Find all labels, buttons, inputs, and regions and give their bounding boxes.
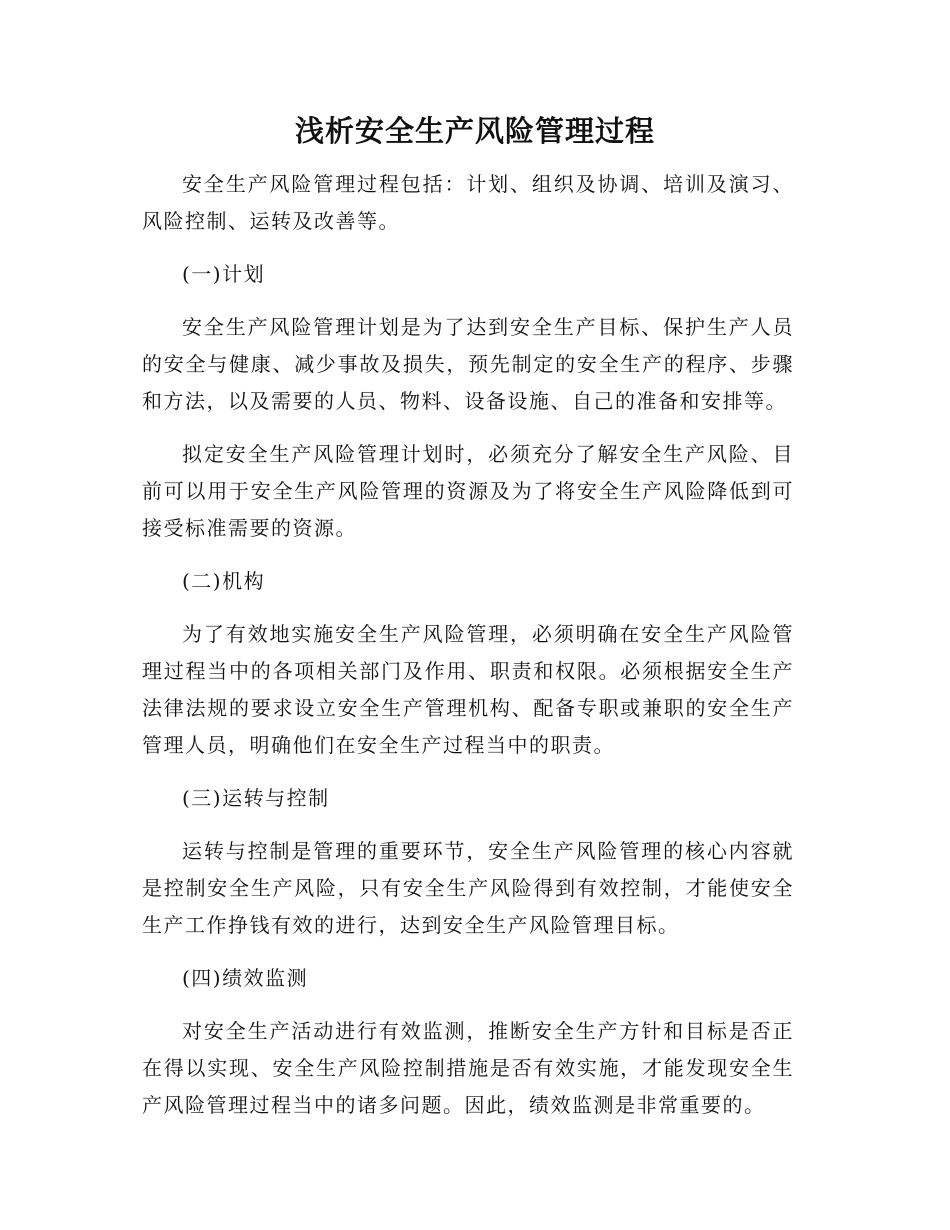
organization-paragraph: 为了有效地实施安全生产风险管理，必须明确在安全生产风险管理过程当中的各项相关部门及作用、职责和权限。必须根据安全生产法律法规的要求设立安全生产管理机构、配备专职或兼职的安全生产管理人员，明确他们在安全生产过程当中的职责。: [142, 622, 794, 757]
section-heading-plan: (一)计划: [182, 262, 266, 286]
plan-paragraph-1: 安全生产风险管理计划是为了达到安全生产目标、保护生产人员的安全与健康、减少事故及损失，预先制定的安全生产的程序、步骤和方法，以及需要的人员、物料、设备设施、自己的准备和安排等。: [142, 315, 794, 413]
operation-control-paragraph: 运转与控制是管理的重要环节，安全生产风险管理的核心内容就是控制安全生产风险，只有安全生产风险得到有效控制，才能使安全生产工作挣钱有效的进行，达到安全生产风险管理目标。: [142, 839, 794, 937]
section-heading-performance-monitoring: (四)绩效监测: [182, 966, 309, 990]
document-title: 浅析安全生产风险管理过程: [294, 114, 655, 148]
performance-monitoring-paragraph: 对安全生产活动进行有效监测，推断安全生产方针和目标是否正在得以实现、安全生产风险控制措施是否有效实施，才能发现安全生产风险管理过程当中的诸多问题。因此，绩效监测是非常重要的。: [142, 1019, 794, 1117]
plan-paragraph-2: 拟定安全生产风险管理计划时，必须充分了解安全生产风险、目前可以用于安全生产风险管理的资源及为了将安全生产风险降低到可接受标准需要的资源。: [142, 442, 794, 540]
section-heading-operation-control: (三)运转与控制: [182, 786, 330, 810]
intro-paragraph: 安全生产风险管理过程包括：计划、组织及协调、培训及演习、风险控制、运转及改善等。: [142, 172, 794, 233]
document-body: [142, 166, 794, 1140]
section-heading-organization: (二)机构: [182, 569, 266, 593]
